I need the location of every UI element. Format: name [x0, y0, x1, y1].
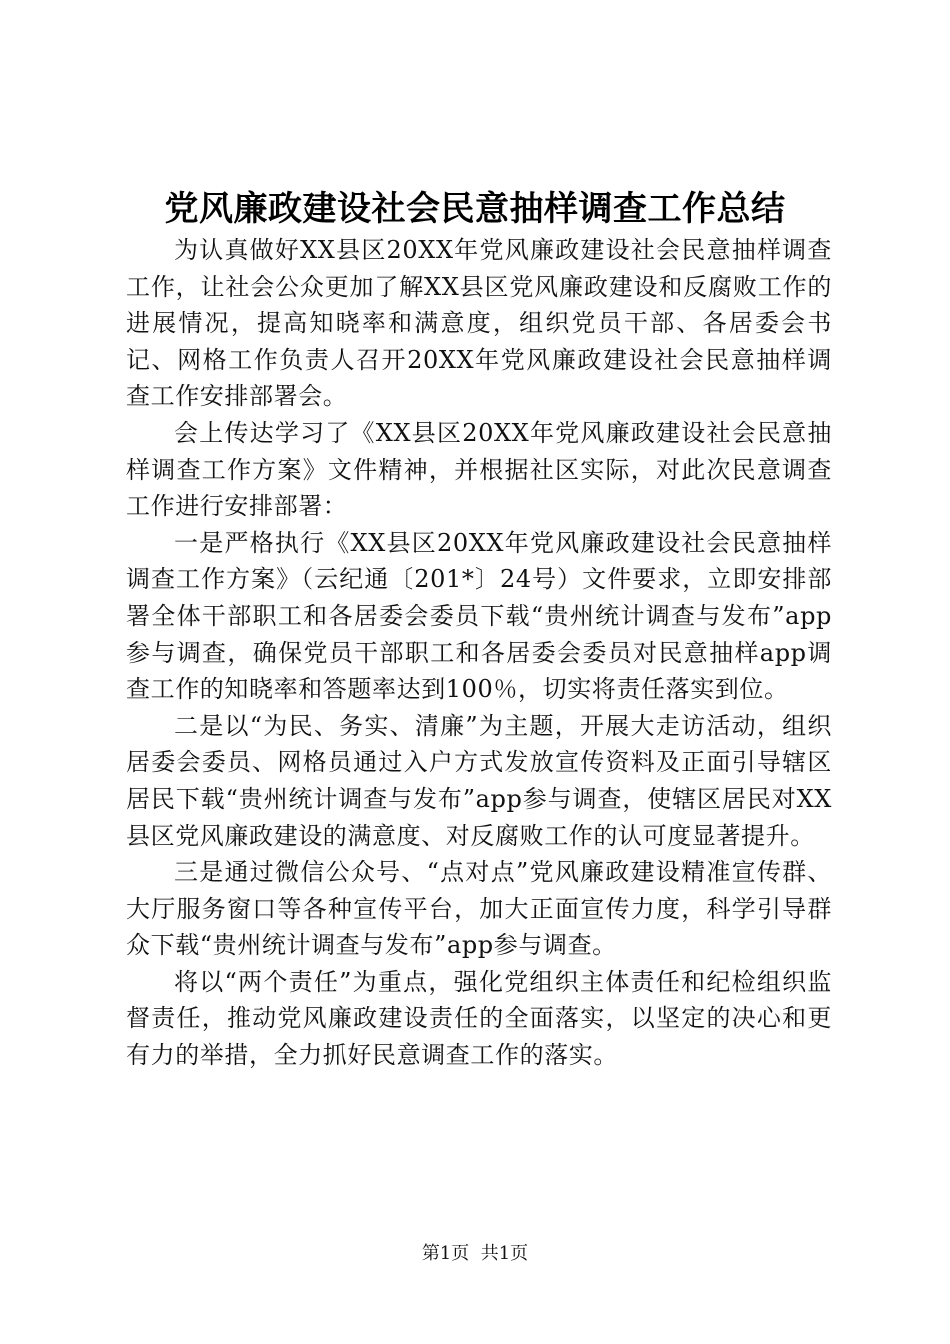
- paragraph-2: 会上传达学习了《XX县区20XX年党风廉政建设社会民意抽样调查工作方案》文件精神，并根据社区实际，对此次民意调查工作进行安排部署：: [126, 418, 832, 521]
- document-title: 党风廉政建设社会民意抽样调查工作总结: [164, 189, 786, 229]
- paragraph-5: 三是通过微信公众号、“点对点”党风廉政建设精准宣传群、大厅服务窗口等各种宣传平台，加大正面宣传力度，科学引导群众下载“贵州统计调查与发布”app参与调查。: [126, 858, 832, 960]
- paragraph-1: 为认真做好XX县区20XX年党风廉政建设社会民意抽样调查工作，让社会公众更加了解XX县区党风廉政建设和反腐败工作的进展情况，提高知晓率和满意度，组织党员干部、各居委会书记、网格工作负责人召开20XX年党风廉政建设社会民意抽样调查工作安排部署会。: [126, 236, 832, 411]
- document-body: [126, 232, 832, 1074]
- page-footer: 第1页 共1页: [421, 1243, 529, 1264]
- paragraph-3: 一是严格执行《XX县区20XX年党风廉政建设社会民意抽样调查工作方案》（云纪通〔201*〕24号）文件要求，立即安排部署全体干部职工和各居委会委员下载“贵州统计调查与发布”app参与调查，确保党员干部职工和各居委会委员对民意抽样app调查工作的知晓率和答题率达到100％，切实将责任落实到位。: [126, 528, 832, 704]
- paragraph-4: 二是以“为民、务实、清廉”为主题，开展大走访活动，组织居委会委员、网格员通过入户方式发放宣传资料及正面引导辖区居民下载“贵州统计调查与发布”app参与调查，使辖区居民对XX县区党风廉政建设的满意度、对反腐败工作的认可度显著提升。: [126, 711, 832, 850]
- paragraph-6: 将以“两个责任”为重点，强化党组织主体责任和纪检组织监督责任，推动党风廉政建设责任的全面落实，以坚定的决心和更有力的举措，全力抓好民意调查工作的落实。: [126, 967, 832, 1070]
